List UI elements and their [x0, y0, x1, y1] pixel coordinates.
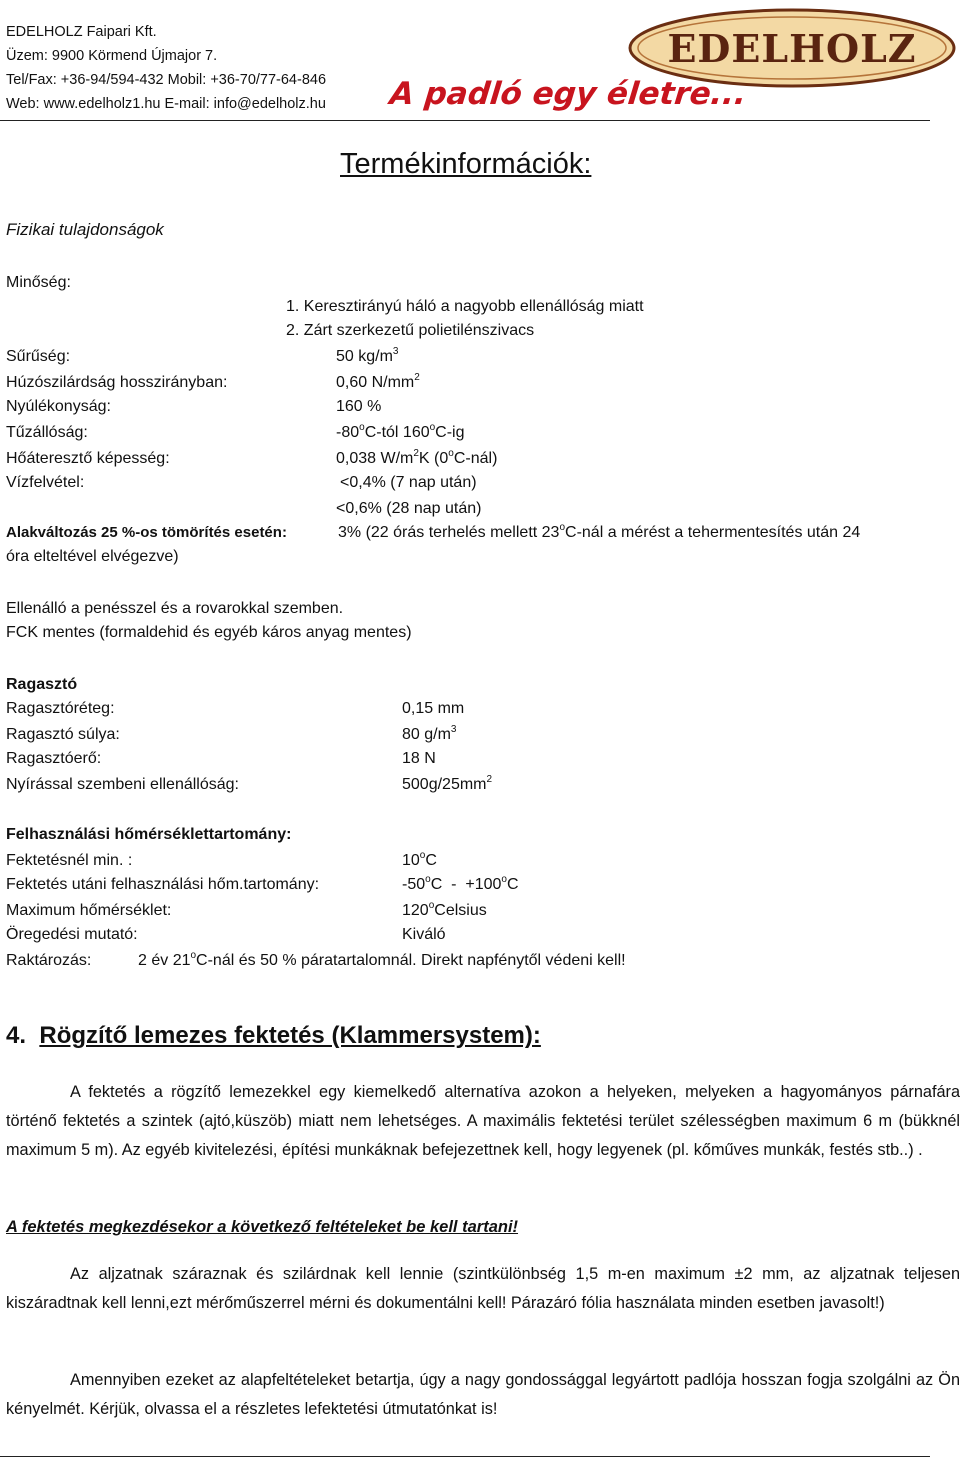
slogan: A padló egy életre...: [388, 76, 749, 112]
tensile-value: 0,60 $N/mm^2$: [336, 372, 420, 391]
laying-label: Fektetésnél min. :: [6, 852, 133, 869]
storage-value: 2 év 21$^o$C-nál és 50 % páratartalomnál. Direkt napfénytől védeni kell!: [138, 950, 626, 969]
density-label: Sűrűség:: [6, 348, 71, 365]
phone-info: Tel/Fax: +36-94/594-432 Mobil: +36-70/77-64-846: [6, 72, 327, 88]
adhesive-weight-value: 80 $g/m^3$: [402, 724, 457, 743]
elongation-label: Nyúlékonyság:: [6, 398, 111, 415]
water-label: Vízfelvétel:: [6, 474, 85, 491]
adhesive-weight-label: Ragasztó súlya:: [6, 726, 120, 743]
conductivity-label: Hőáteresztő képesség:: [6, 450, 170, 467]
after-value: $-50^oC - +100^oC$: [402, 874, 519, 893]
conductivity-value: 0,038 $W/m^2K$ (0$^o$C-nál): [336, 448, 498, 467]
adhesive-shear-value: $500g/25mm^2$: [402, 774, 493, 793]
max-temp-label: Maximum hőmérséklet:: [6, 902, 172, 919]
deform-label: Alakváltozás 25 %-os tömörítés esetén:: [6, 524, 287, 541]
section4-paragraph-3: Amennyiben ezeket az alapfeltételeket betartja, úgy a nagy gondossággal legyártott padlója hosszan fogja szolgálni az Ön kényelmét. Kérjük, olvassa el a részletes lefektetési útmutatónkat is!: [6, 1371, 960, 1418]
section4-emphasis: A fektetés megkezdésekor a következő feltételeket be kell tartani!: [6, 1218, 519, 1236]
adhesive-layer-value: 0,15 mm: [402, 700, 465, 717]
quality-item-2: 2. Zárt szerkezetű polietilénszivacs: [286, 322, 535, 339]
adhesive-heading: Ragasztó: [6, 676, 78, 693]
laying-value: 10$^o$C: [402, 850, 437, 869]
temp-heading: Felhasználási hőmérséklettartomány:: [6, 826, 292, 843]
water-value-1: <0,4% (7 nap után): [340, 474, 477, 491]
tensile-label: Húzószilárdság hosszirányban:: [6, 374, 228, 391]
quality-item-1: 1. Keresztirányú háló a nagyobb ellenállóság miatt: [286, 298, 644, 315]
after-label: Fektetés utáni felhasználási hőm.tartomány:: [6, 876, 320, 893]
footer-divider: [0, 1456, 930, 1457]
storage-label: Raktározás:: [6, 952, 92, 969]
company-name: EDELHOLZ Faipari Kft.: [6, 24, 157, 40]
page-title: Termékinformációk:: [340, 148, 592, 180]
plant-address: Üzem: 9900 Körmend Újmajor 7.: [6, 48, 218, 64]
header-divider: [0, 120, 930, 121]
adhesive-force-value: 18 N: [402, 750, 436, 767]
quality-label: Minőség:: [6, 274, 71, 291]
aging-value: Kiváló: [402, 926, 446, 943]
physical-heading: Fizikai tulajdonságok: [6, 220, 164, 239]
adhesive-shear-label: Nyírással szembeni ellenállóság:: [6, 776, 239, 793]
section4-paragraph-1: A fektetés a rögzítő lemezekkel egy kiemelkedő alternatíva azokon a helyeken, melyeken a hagyományos párnafára történő fektetés a szintek (ajtó,küszöb) miatt nem lehetséges. A maximális fektetési terület szélességben maximum 6 m (bükknél maximum 5 m). Az egyéb kivitelezési, építési munkáknak befejezettnek kell, hogy legyenek (pl. kőműves munkák, festés stb..) .: [6, 1083, 960, 1159]
adhesive-layer-label: Ragasztóréteg:: [6, 700, 115, 717]
resist-line-1: Ellenálló a penésszel és a rovarokkal szemben.: [6, 600, 344, 617]
deform-continuation: óra elteltével elvégezve): [6, 548, 179, 565]
water-value-2: <0,6% (28 nap után): [336, 500, 482, 517]
web-info: Web: www.edelholz1.hu E-mail: info@edelholz.hu: [6, 96, 326, 112]
fire-value: -80$^o$C-tól 160$^o$C-ig: [336, 422, 465, 441]
aging-label: Öregedési mutató:: [6, 926, 138, 943]
adhesive-force-label: Ragasztóerő:: [6, 750, 102, 767]
deform-value: 3% (22 órás terhelés mellett 23$^o$C-nál a mérést a tehermentesítés után 24: [338, 522, 861, 541]
fire-label: Tűzállóság:: [6, 424, 88, 441]
logo-text: EDELHOLZ: [667, 26, 917, 71]
section4-paragraph-2: Az aljzatnak száraznak és szilárdnak kell lennie (szintkülönbség 1,5 m-en maximum ±2 mm, az aljzatnak teljesen kiszáradtnak kell lenni,ezt mérőműszerrel mérni és dokumentálni kell! Párazáró fólia használata minden esetben javasolt!): [6, 1265, 960, 1312]
section4-heading: 4. Rögzítő lemezes fektetés (Klammersystem):: [6, 1022, 541, 1049]
max-temp-value: 120$^o$Celsius: [402, 900, 487, 919]
elongation-value: 160 %: [336, 398, 382, 415]
density-value: 50 $kg/m^3$: [336, 346, 399, 365]
resist-line-2: FCK mentes (formaldehid és egyéb káros anyag mentes): [6, 624, 412, 641]
